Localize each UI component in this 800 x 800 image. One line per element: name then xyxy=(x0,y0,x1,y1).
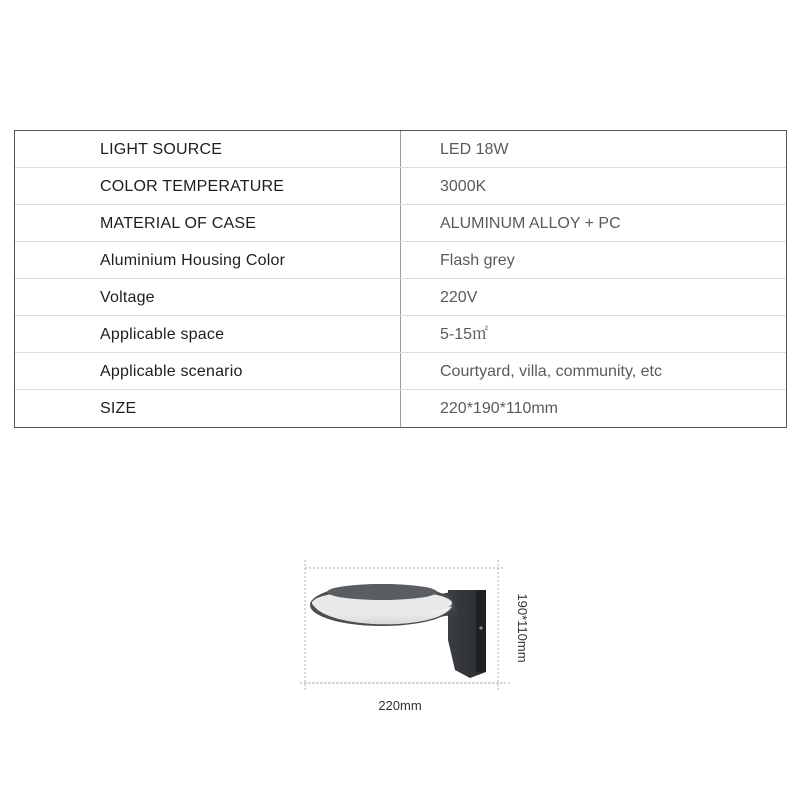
spec-value: LED 18W xyxy=(440,141,509,158)
spec-value: Flash grey xyxy=(440,252,515,269)
spec-label: LIGHT SOURCE xyxy=(100,141,223,158)
spec-value: 3000K xyxy=(440,178,487,195)
height-dimension-label: 190*110mm xyxy=(515,593,530,663)
spec-label: Applicable space xyxy=(100,326,225,343)
mount-screw xyxy=(479,626,482,629)
spec-label: MATERIAL OF CASE xyxy=(100,215,257,232)
spec-label: COLOR TEMPERATURE xyxy=(100,178,285,195)
wall-plate xyxy=(476,590,486,672)
spec-value: 5-15㎡ xyxy=(440,326,489,343)
spec-value: ALUMINUM ALLOY + PC xyxy=(440,215,621,232)
spec-label: Voltage xyxy=(100,289,155,306)
spec-label: Applicable scenario xyxy=(100,363,243,380)
spec-label: SIZE xyxy=(100,400,137,417)
lamp-shade-top xyxy=(327,584,437,600)
lamp-illustration xyxy=(310,584,486,678)
spec-label: Aluminium Housing Color xyxy=(100,252,286,269)
width-dimension-label: 220mm xyxy=(378,698,422,713)
spec-value: 220*190*110mm xyxy=(440,400,559,417)
spec-value: Courtyard, villa, community, etc xyxy=(440,363,662,380)
spec-value: 220V xyxy=(440,289,478,306)
